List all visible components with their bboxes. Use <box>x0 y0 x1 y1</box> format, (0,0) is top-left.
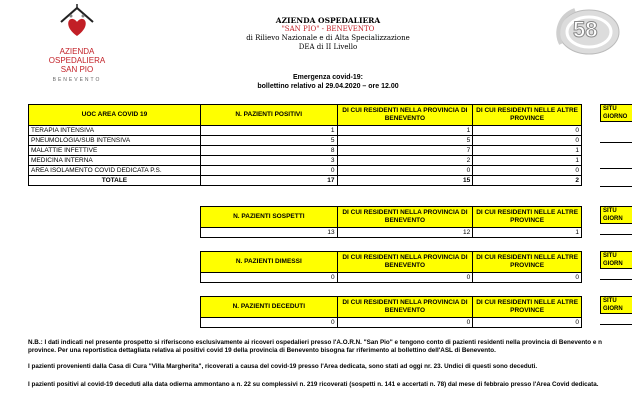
side-label-line: SITU <box>603 106 617 112</box>
side-label-line: GIORN <box>603 216 623 222</box>
header-title: AZIENDA OSPEDALIERA <box>275 16 381 25</box>
channel-logo <box>545 2 627 60</box>
positive-patients-table <box>28 104 582 186</box>
suspected-patients-table <box>200 206 582 238</box>
header-cell: DI CUI RESIDENTI NELLA PROVINCIA DI BENEVENTO <box>337 297 473 318</box>
side-divider <box>600 324 632 325</box>
ward-cell: MEDICINA INTERNA <box>29 156 201 166</box>
note-nb-line-1: N.B.: I dati indicati nel presente prospetto si riferiscono esclusivamente ai ricoveri ospedalieri presso l'A.O.R.N. "San Pio" e tengono conto di pazienti residenti nella provincia di Benevento e n <box>28 339 602 346</box>
table-row <box>29 136 582 146</box>
table-row <box>29 146 582 156</box>
side-divider <box>600 142 632 143</box>
discharged-patients-table <box>200 251 582 283</box>
value-cell: 7 <box>337 146 473 156</box>
logo-line-1: AZIENDA <box>59 47 95 56</box>
header-cell: DI CUI RESIDENTI NELLE ALTRE PROVINCE <box>473 297 582 318</box>
ward-cell: TERAPIA INTENSIVA <box>29 126 201 136</box>
side-divider <box>600 186 632 187</box>
bulletin-date: bollettino relativo al 29.04.2020 – ore 12.00 <box>257 83 399 90</box>
value-cell: 1 <box>200 126 337 136</box>
value-cell: 3 <box>200 156 337 166</box>
logo-line-4: BENEVENTO <box>52 77 102 83</box>
ward-cell: MALATTIE INFETTIVE <box>29 146 201 156</box>
bulletin-title: Emergenza covid-19: <box>292 74 364 81</box>
value-cell: 12 <box>337 228 473 238</box>
value-cell: 0 <box>473 273 582 283</box>
table-row <box>201 228 582 238</box>
value-cell: 0 <box>201 273 338 283</box>
side-label-line: GIORN <box>603 306 623 312</box>
deceased-patients-table <box>200 296 582 328</box>
total-value: 15 <box>337 176 473 186</box>
header-cell: UOC AREA COVID 19 <box>29 105 201 126</box>
header-cell: DI CUI RESIDENTI NELLA PROVINCIA DI BENEVENTO <box>337 105 473 126</box>
side-label-line: GIORN <box>603 261 623 267</box>
logo-line-3: SAN PIO <box>60 65 94 74</box>
hospital-logo <box>34 4 120 83</box>
value-cell: 0 <box>473 318 582 328</box>
table-row <box>29 166 582 176</box>
side-label-line: SITU <box>603 253 617 259</box>
house-heart-icon <box>57 4 97 42</box>
value-cell: 5 <box>337 136 473 146</box>
table-row <box>29 156 582 166</box>
value-cell: 0 <box>200 166 337 176</box>
side-situation-header <box>600 104 632 122</box>
header-cell: N. PAZIENTI POSITIVI <box>200 105 337 126</box>
value-cell: 0 <box>337 166 473 176</box>
total-value: 17 <box>200 176 337 186</box>
header-line-3: di Rilievo Nazionale e di Alta Specializzazione <box>246 34 410 42</box>
side-situation-header <box>600 206 632 224</box>
value-cell: 2 <box>337 156 473 166</box>
note-nb-line-2: province. Per una reportistica dettagliata relativa ai positivi covid 19 della provincia di Benevento bisogna far riferimento al bollettino dell'ASL di Benevento. <box>28 347 496 354</box>
side-situation-header <box>600 251 632 269</box>
value-cell: 5 <box>200 136 337 146</box>
side-label-line: SITU <box>603 298 617 304</box>
total-row <box>29 176 582 186</box>
value-cell: 0 <box>337 318 473 328</box>
header-cell: DI CUI RESIDENTI NELLA PROVINCIA DI BENEVENTO <box>337 252 473 273</box>
side-divider <box>600 234 632 235</box>
value-cell: 1 <box>337 126 473 136</box>
value-cell: 0 <box>337 273 473 283</box>
table-header-row <box>29 105 582 126</box>
header-cell: DI CUI RESIDENTI NELLE ALTRE PROVINCE <box>473 105 582 126</box>
value-cell: 8 <box>200 146 337 156</box>
header-cell: DI CUI RESIDENTI NELLE ALTRE PROVINCE <box>473 252 582 273</box>
value-cell: 1 <box>473 156 582 166</box>
side-divider <box>600 279 632 280</box>
channel-logo-number: 58 <box>573 17 598 42</box>
value-cell: 0 <box>473 166 582 176</box>
document-header <box>200 16 456 52</box>
note-deceased-total: I pazienti positivi al covid-19 deceduti alla data odierna ammontano a n. 22 su complessivi n. 219 ricoverati (sospetti n. 141 e accertati n. 78) dal mese di febbraio presso l'Area Covid dedicata. <box>28 381 599 388</box>
value-cell: 0 <box>201 318 338 328</box>
total-label: TOTALE <box>29 176 201 186</box>
value-cell: 0 <box>473 126 582 136</box>
header-cell: DI CUI RESIDENTI NELLA PROVINCIA DI BENEVENTO <box>337 207 473 228</box>
side-situation-header <box>600 296 632 314</box>
note-villa-margherita: I pazienti provenienti dalla Casa di Cura "Villa Margherita", ricoverati a causa del covid-19 presso l'Area dedicata, sono stati ad oggi nr. 23. Undici di questi sono deceduti. <box>28 363 538 370</box>
header-cell: N. PAZIENTI DECEDUTI <box>201 297 338 318</box>
value-cell: 0 <box>473 136 582 146</box>
ward-cell: PNEUMOLOGIA/SUB INTENSIVA <box>29 136 201 146</box>
header-cell: DI CUI RESIDENTI NELLE ALTRE PROVINCE <box>473 207 582 228</box>
total-value: 2 <box>473 176 582 186</box>
header-cell: N. PAZIENTI DIMESSI <box>201 252 338 273</box>
ward-cell: AREA ISOLAMENTO COVID DEDICATA P.S. <box>29 166 201 176</box>
side-label-line: GIORNO <box>603 114 628 120</box>
header-cell: N. PAZIENTI SOSPETTI <box>201 207 338 228</box>
header-line-4: DEA di II Livello <box>298 43 358 51</box>
table-row <box>201 273 582 283</box>
table-row <box>29 126 582 136</box>
value-cell: 13 <box>201 228 338 238</box>
value-cell: 1 <box>473 228 582 238</box>
bulletin-heading <box>200 73 456 91</box>
side-divider <box>600 168 632 169</box>
value-cell: 1 <box>473 146 582 156</box>
table-row <box>201 318 582 328</box>
side-label-line: SITU <box>603 208 617 214</box>
logo-line-2: OSPEDALIERA <box>48 56 106 65</box>
header-subtitle: "SAN PIO" - BENEVENTO <box>281 25 375 33</box>
